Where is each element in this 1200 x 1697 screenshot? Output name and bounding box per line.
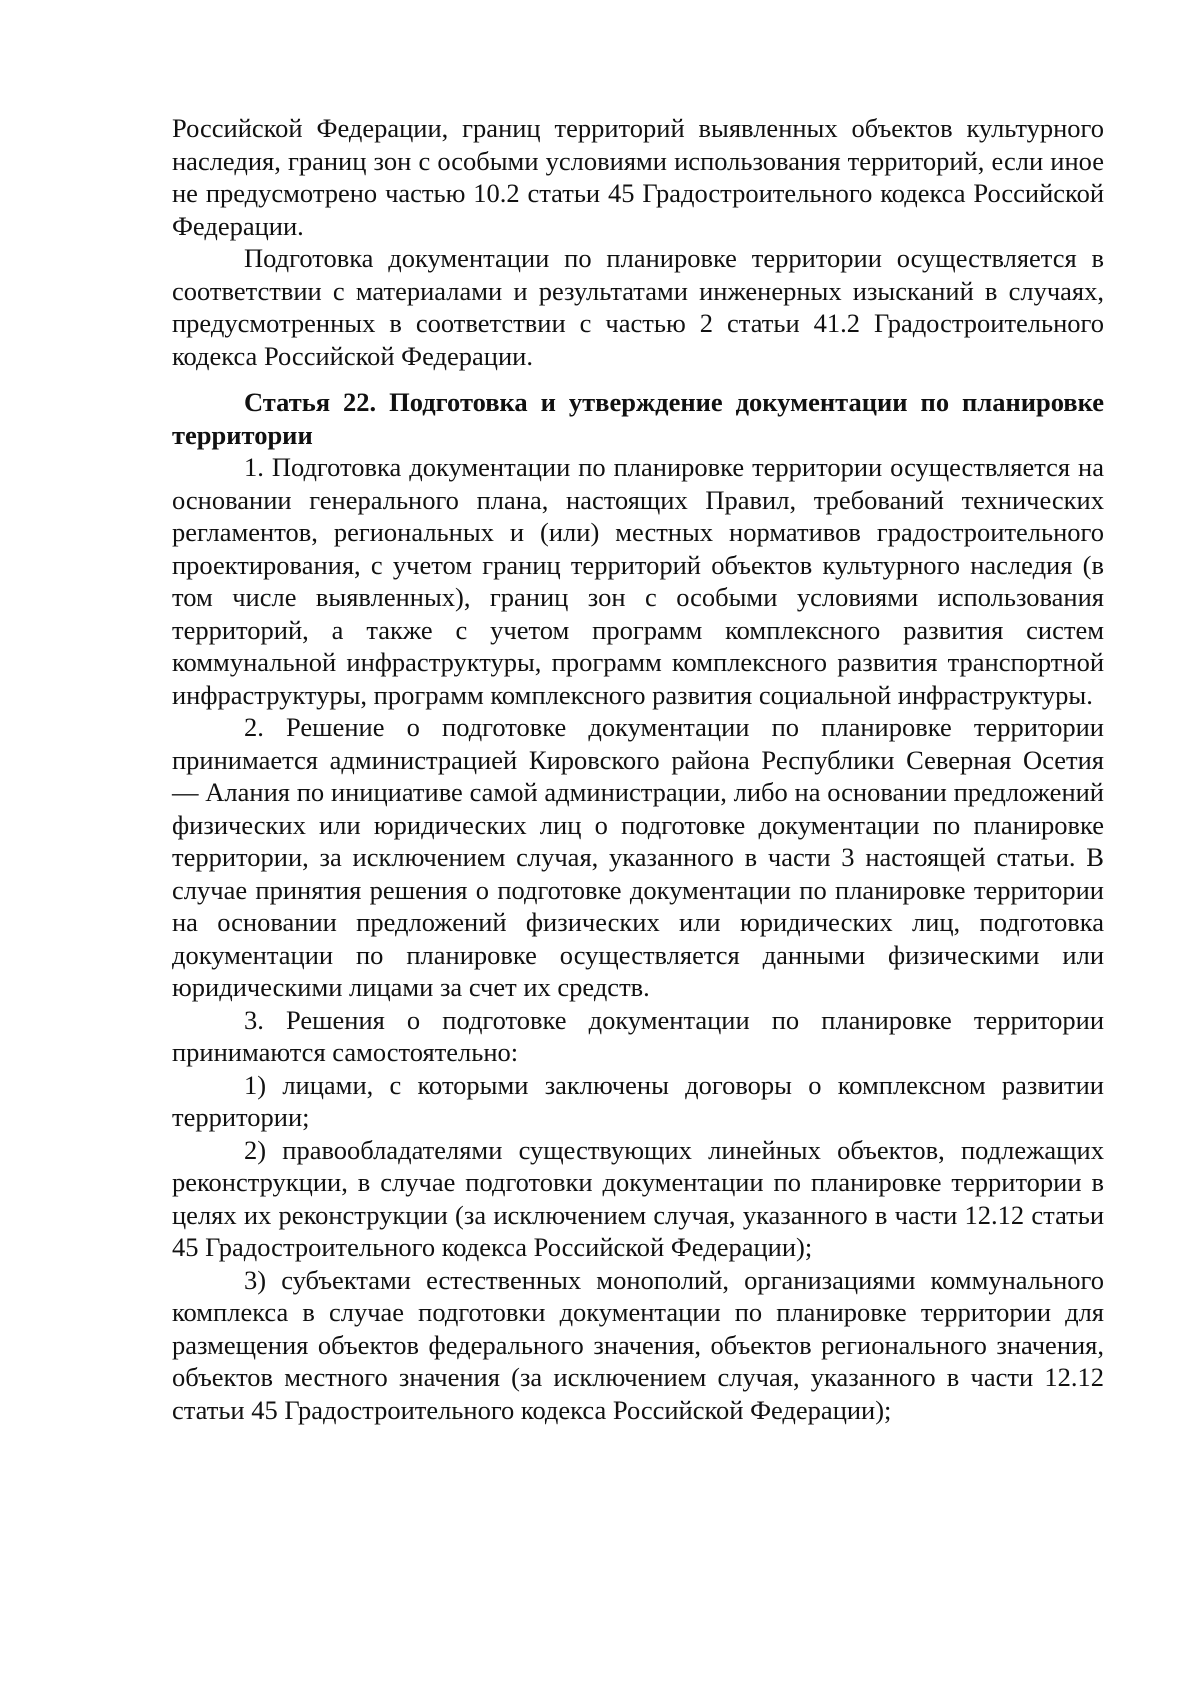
- paragraph-item-3: 3. Решения о подготовке документации по планировке территории принимаются самостоятельно:: [172, 1004, 1104, 1067]
- paragraph-item-2: 2. Решение о подготовке документации по планировке территории принимается администрацией Кировского района Республики Северная Осетия — Алания по инициативе самой администрации, либо на основании предложений физических или юридических лиц о подготовке документации по планировке территории, за исключением случая, указанного в части 3 настоящей статьи. В случае принятия решения о подготовке документации по планировке территории на основании предложений физических или юридических лиц, подготовка документации по планировке осуществляется данными физическими или юридическими лицами за счет их средств.: [172, 712, 1104, 1002]
- paragraph-engineering-surveys: Подготовка документации по планировке территории осуществляется в соответствии с материалами и результатами инженерных изысканий в случаях, предусмотренных в соответствии с частью 2 статьи 41.2 Градостроительного кодекса Российской Федерации.: [172, 243, 1104, 371]
- paragraph-item-1: 1. Подготовка документации по планировке территории осуществляется на основании генерального плана, настоящих Правил, требований технических регламентов, региональных и (или) местных нормативов градостроительного проектирования, с учетом границ территорий объектов культурного наследия (в том числе выявленных), границ зон с особыми условиями использования территорий, а также с учетом программ комплексного развития систем коммунальной инфраструктуры, программ комплексного развития транспортной инфраструктуры, программ комплексного развития социальной инфраструктуры.: [172, 452, 1104, 710]
- article-heading: Статья 22. Подготовка и утверждение документации по планировке территории: [172, 387, 1104, 450]
- paragraph-continuation: Российской Федерации, границ территорий выявленных объектов культурного наследия, границ зон с особыми условиями использования территорий, если иное не предусмотрено частью 10.2 статьи 45 Градостроительного кодекса Российской Федерации.: [172, 113, 1104, 241]
- list-item-3-3: 3) субъектами естественных монополий, организациями коммунального комплекса в случае подготовки документации по планировке территории для размещения объектов федерального значения, объектов регионального значения, объектов местного значения (за исключением случая, указанного в части 12.12 статьи 45 Градостроительного кодекса Российской Федерации);: [172, 1264, 1104, 1425]
- list-item-3-1: 1) лицами, с которыми заключены договоры о комплексном развитии территории;: [172, 1069, 1104, 1132]
- list-item-3-2: 2) правообладателями существующих линейных объектов, подлежащих реконструкции, в случае подготовки документации по планировке территории в целях их реконструкции (за исключением случая, указанного в части 12.12 статьи 45 Градостроительного кодекса Российской Федерации);: [172, 1134, 1104, 1262]
- document-page: [172, 112, 1104, 1426]
